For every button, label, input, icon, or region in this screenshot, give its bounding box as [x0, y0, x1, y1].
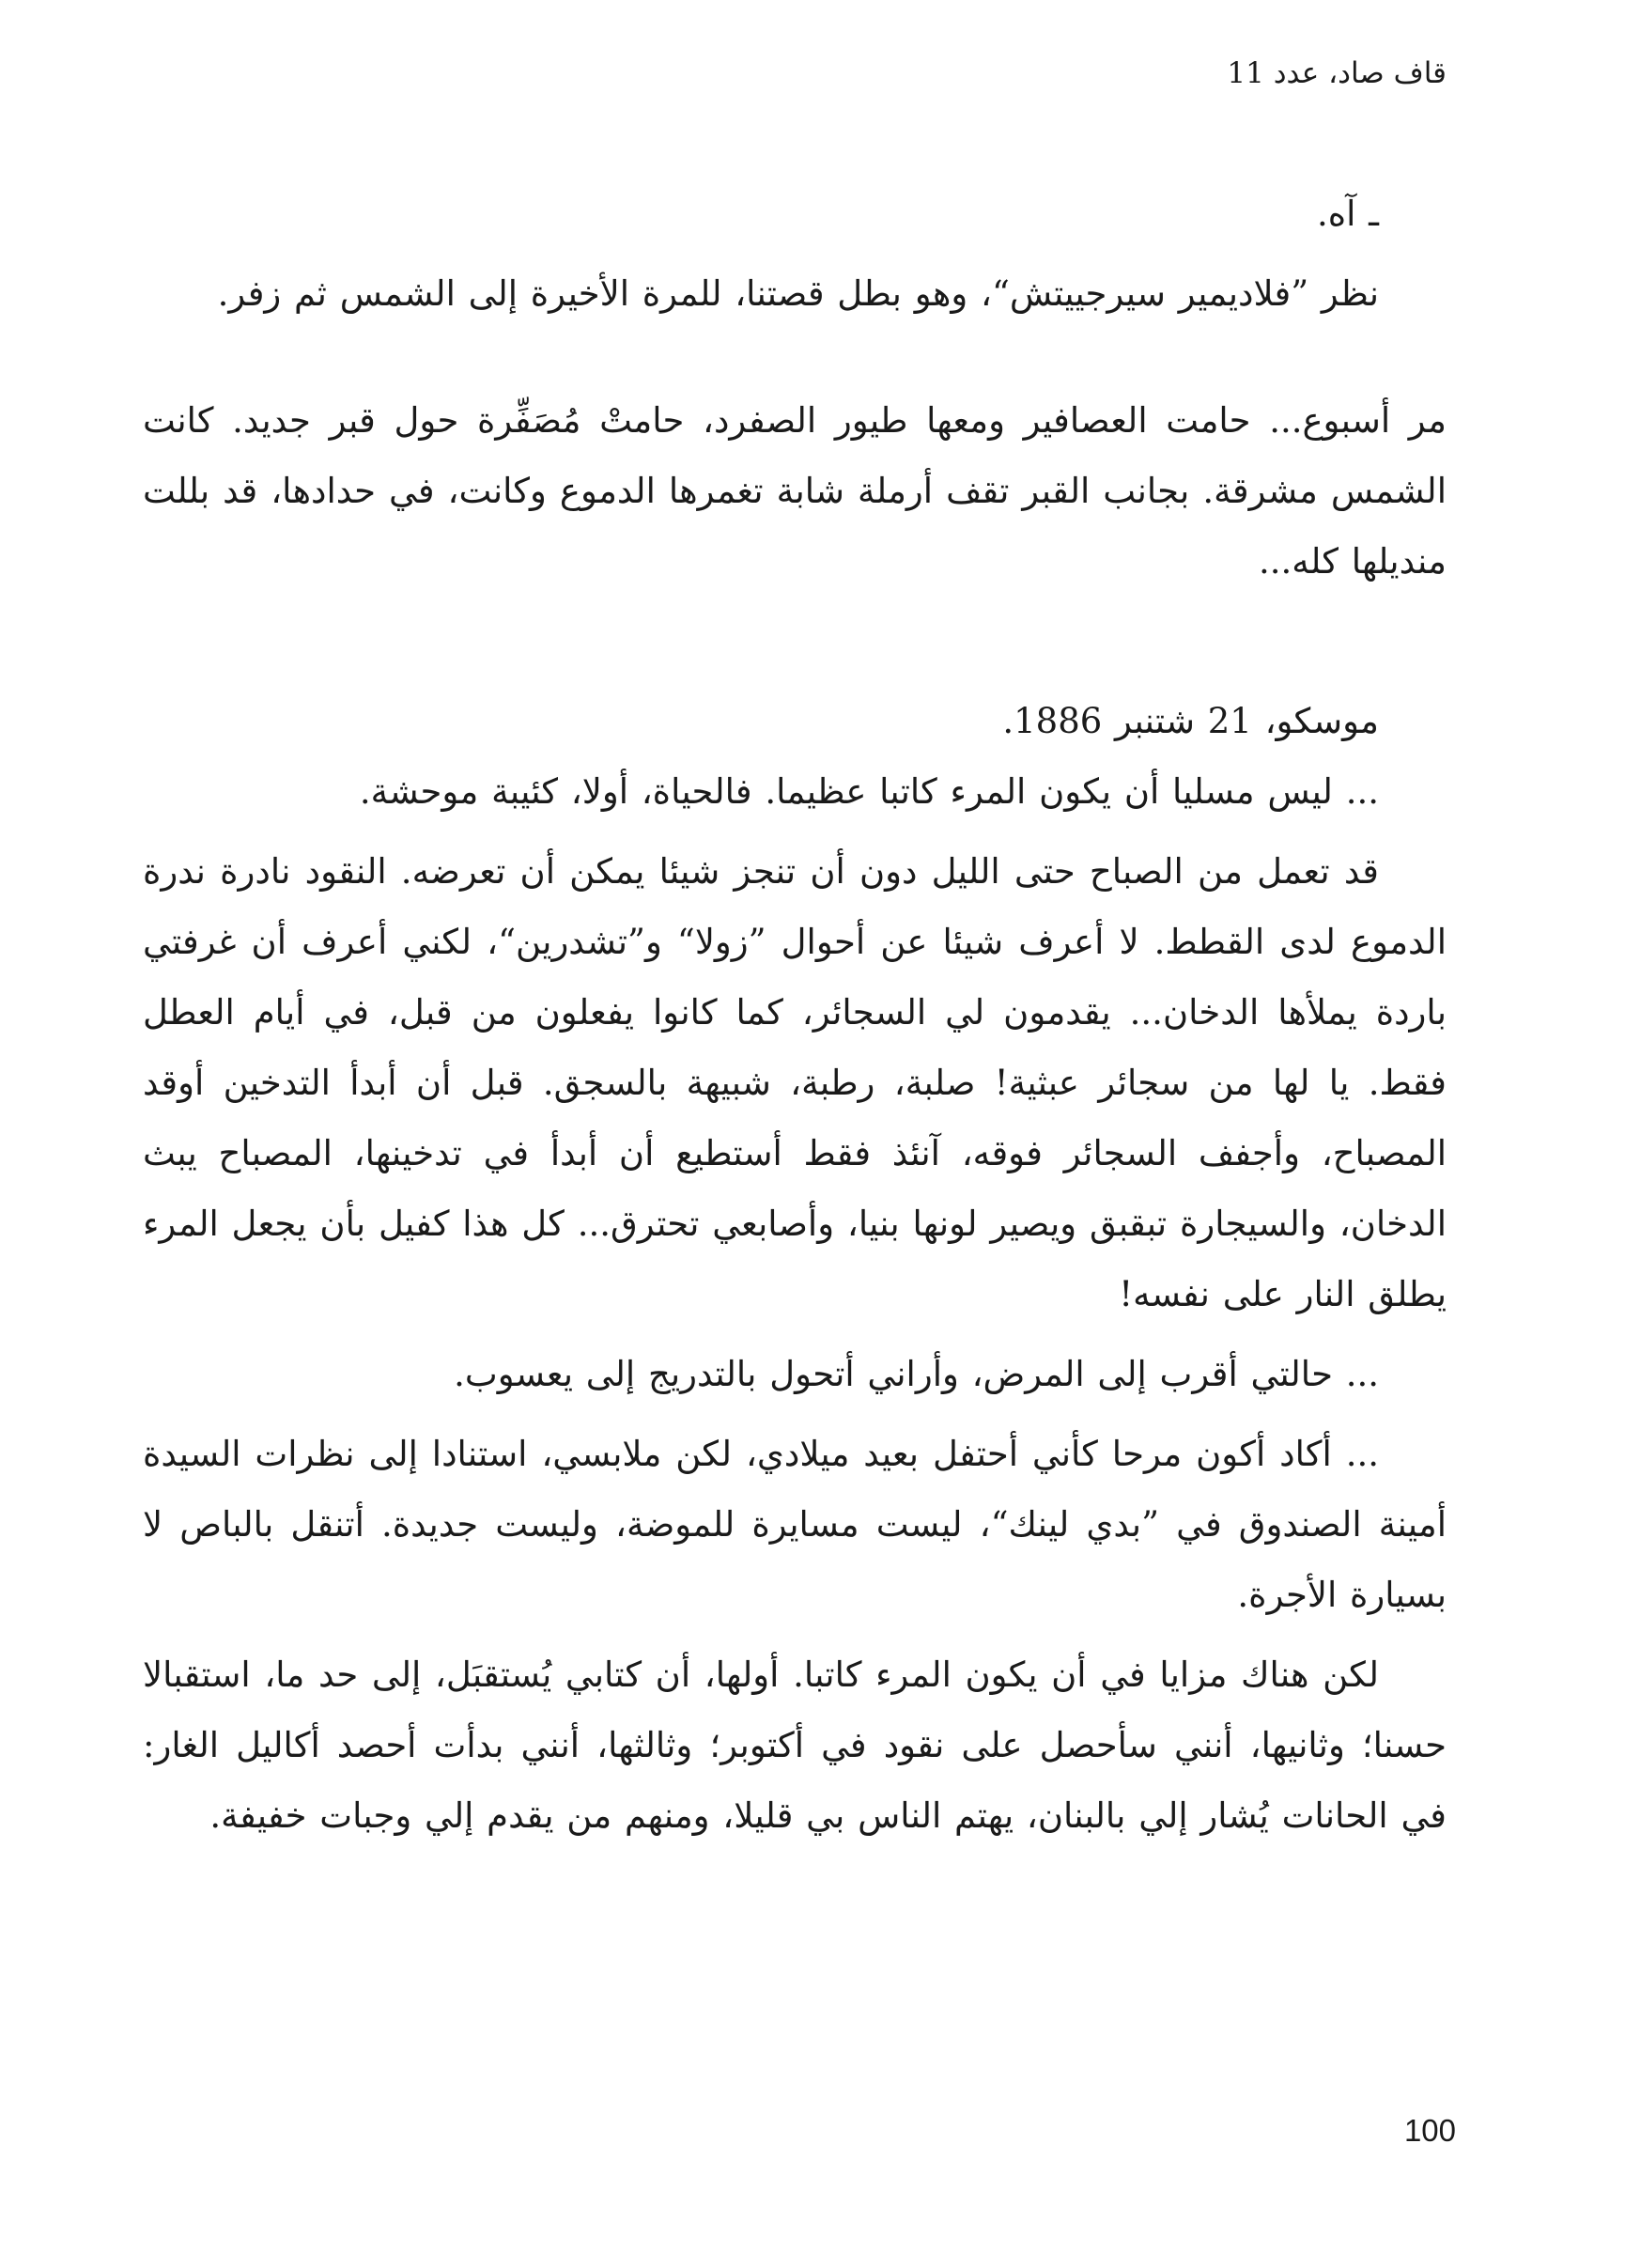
- page-body: [143, 179, 1447, 1851]
- paragraph-dateline: موسكو، 21 شتنبر 1886.: [1002, 701, 1379, 741]
- paragraph-advantages: لكن هناك مزايا في أن يكون المرء كاتبا. أولها، أن كتابي يُستقبَل، إلى حد ما، استقبالا حسنا؛ وثانيها، أنني سأحصل على نقود في أكتوبر؛ وثالثها، أنني بدأت أحصد أكاليل الغار: في الحانات يُشار إلي بالبنان، يهتم الناس بي قليلا، ومنهم من يقدم إلي وجبات خفيفة.: [143, 1654, 1447, 1836]
- paragraph-hero-sigh: نظر ”فلاديمير سيرجييتش“، وهو بطل قصتنا، للمرة الأخيرة إلى الشمس ثم زفر.: [217, 273, 1379, 314]
- paragraph-cigarettes: قد تعمل من الصباح حتى الليل دون أن تنجز شيئا يمكن أن تعرضه. النقود نادرة ندرة الدموع لدى القطط. لا أعرف شيئا عن أحوال ”زولا“ و”تشدرين“، لكني أعرف أن غرفتي باردة يملأها الدخان... يقدمون لي السجائر، كما كانوا يفعلون من قبل، في أيام العطل فقط. يا لها من سجائر عبثية! صلبة، رطبة، شبيهة بالسجق. قبل أن أبدأ التدخين أوقد المصباح، وأجفف السجائر فوقه، آنئذ فقط أستطيع أن أبدأ في تدخينها، المصباح يبث الدخان، والسيجارة تبقبق ويصير لونها بنيا، وأصابعي تحترق... كل هذا كفيل بأن يجعل المرء يطلق النار على نفسه!: [143, 851, 1447, 1314]
- paragraph-illness: ... حالتي أقرب إلى المرض، وأراني أتحول بالتدريج إلى يعسوب.: [454, 1354, 1379, 1394]
- page-number: 100: [1403, 2113, 1456, 2148]
- paragraph-exclamation: ـ آه.: [1316, 194, 1379, 234]
- paragraph-week-passed: مر أسبوع... حامت العصافير ومعها طيور الصفرد، حامتْ مُصَفِّرة حول قبر جديد. كانت الشمس مشرقة. بجانب القبر تقف أرملة شابة تغمرها الدموع وكانت، في حدادها، قد بللت منديلها كله...: [143, 400, 1447, 582]
- paragraph-great-writer: ... ليس مسليا أن يكون المرء كاتبا عظيما. فالحياة، أولا، كئيبة موحشة.: [359, 771, 1379, 812]
- paragraph-clothes: ... أكاد أكون مرحا كأني أحتفل بعيد ميلادي، لكن ملابسي، استنادا إلى نظرات السيدة أمينة الصندوق في ”بدي لينك“، ليست مسايرة للموضة، وليست جديدة. أتنقل بالباص لا بسيارة الأجرة.: [143, 1434, 1447, 1615]
- running-header: قاف صاد، عدد 11: [1227, 56, 1447, 90]
